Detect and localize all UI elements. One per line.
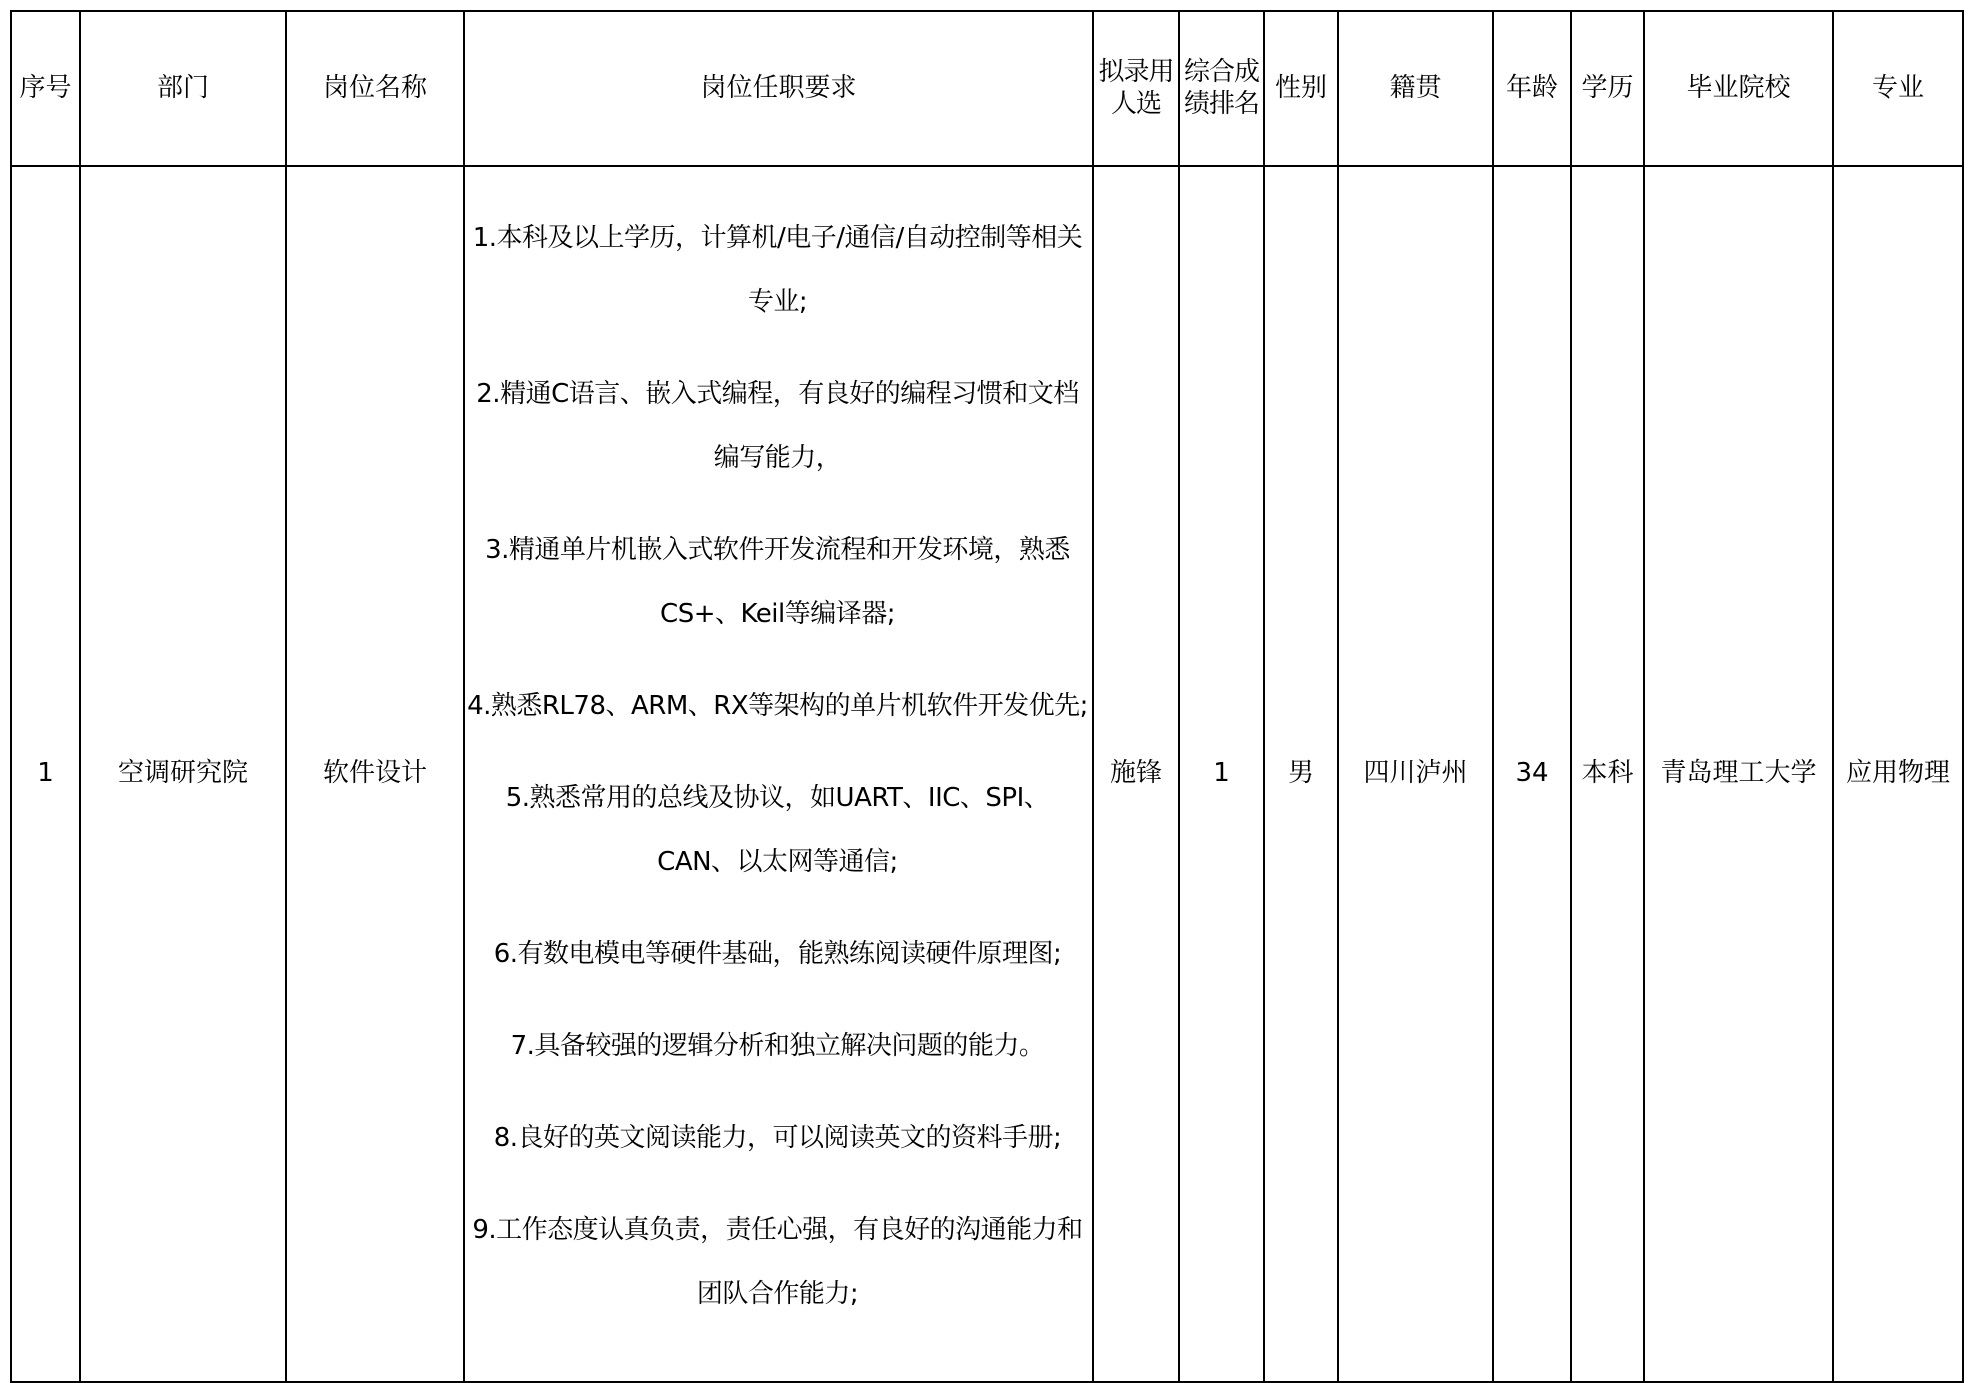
- header-rank: 综合成绩排名: [1179, 11, 1264, 166]
- cell-position: 软件设计: [286, 166, 464, 1382]
- recruitment-table-sheet: [10, 10, 1964, 1383]
- requirement-item: 6.有数电模电等硬件基础，能熟练阅读硬件原理图;: [493, 939, 1062, 969]
- cell-age: 34: [1493, 166, 1571, 1382]
- header-seq: 序号: [11, 11, 80, 166]
- cell-education: 本科: [1571, 166, 1644, 1382]
- header-gender: 性别: [1264, 11, 1338, 166]
- header-school: 毕业院校: [1644, 11, 1833, 166]
- cell-candidate: 施锋: [1093, 166, 1179, 1382]
- cell-rank: 1: [1179, 166, 1264, 1382]
- cell-gender: 男: [1264, 166, 1338, 1382]
- header-requirements: 岗位任职要求: [464, 11, 1093, 166]
- requirements-list: [465, 194, 1092, 1326]
- cell-dept: 空调研究院: [80, 166, 286, 1382]
- cell-origin: 四川泸州: [1338, 166, 1493, 1382]
- header-position: 岗位名称: [286, 11, 464, 166]
- requirement-item: 4.熟悉RL78、ARM、RX等架构的单片机软件开发优先;: [467, 691, 1088, 721]
- cell-major: 应用物理: [1833, 166, 1963, 1382]
- requirement-item: 1.本科及以上学历，计算机/电子/通信/自动控制等相关专业;: [472, 223, 1083, 317]
- requirement-item: 2.精通C语言、嵌入式编程，有良好的编程习惯和文档编写能力，: [476, 379, 1079, 473]
- cell-seq: 1: [11, 166, 80, 1382]
- requirement-item: 5.熟悉常用的总线及协议，如UART、IIC、SPI、CAN、以太网等通信;: [505, 783, 1050, 877]
- requirement-item: 3.精通单片机嵌入式软件开发流程和开发环境，熟悉CS+、Keil等编译器;: [485, 535, 1070, 629]
- table-row: [11, 166, 1963, 1382]
- requirement-item: 8.良好的英文阅读能力，可以阅读英文的资料手册;: [493, 1123, 1062, 1153]
- header-candidate: 拟录用人选: [1093, 11, 1179, 166]
- header-dept: 部门: [80, 11, 286, 166]
- header-major: 专业: [1833, 11, 1963, 166]
- requirement-item: 9.工作态度认真负责，责任心强，有良好的沟通能力和团队合作能力;: [472, 1215, 1083, 1309]
- cell-requirements: [464, 166, 1093, 1382]
- header-age: 年龄: [1493, 11, 1571, 166]
- header-row: [11, 11, 1963, 166]
- recruitment-table: [10, 10, 1964, 1383]
- header-education: 学历: [1571, 11, 1644, 166]
- cell-school: 青岛理工大学: [1644, 166, 1833, 1382]
- header-origin: 籍贯: [1338, 11, 1493, 166]
- requirement-item: 7.具备较强的逻辑分析和独立解决问题的能力。: [510, 1031, 1045, 1061]
